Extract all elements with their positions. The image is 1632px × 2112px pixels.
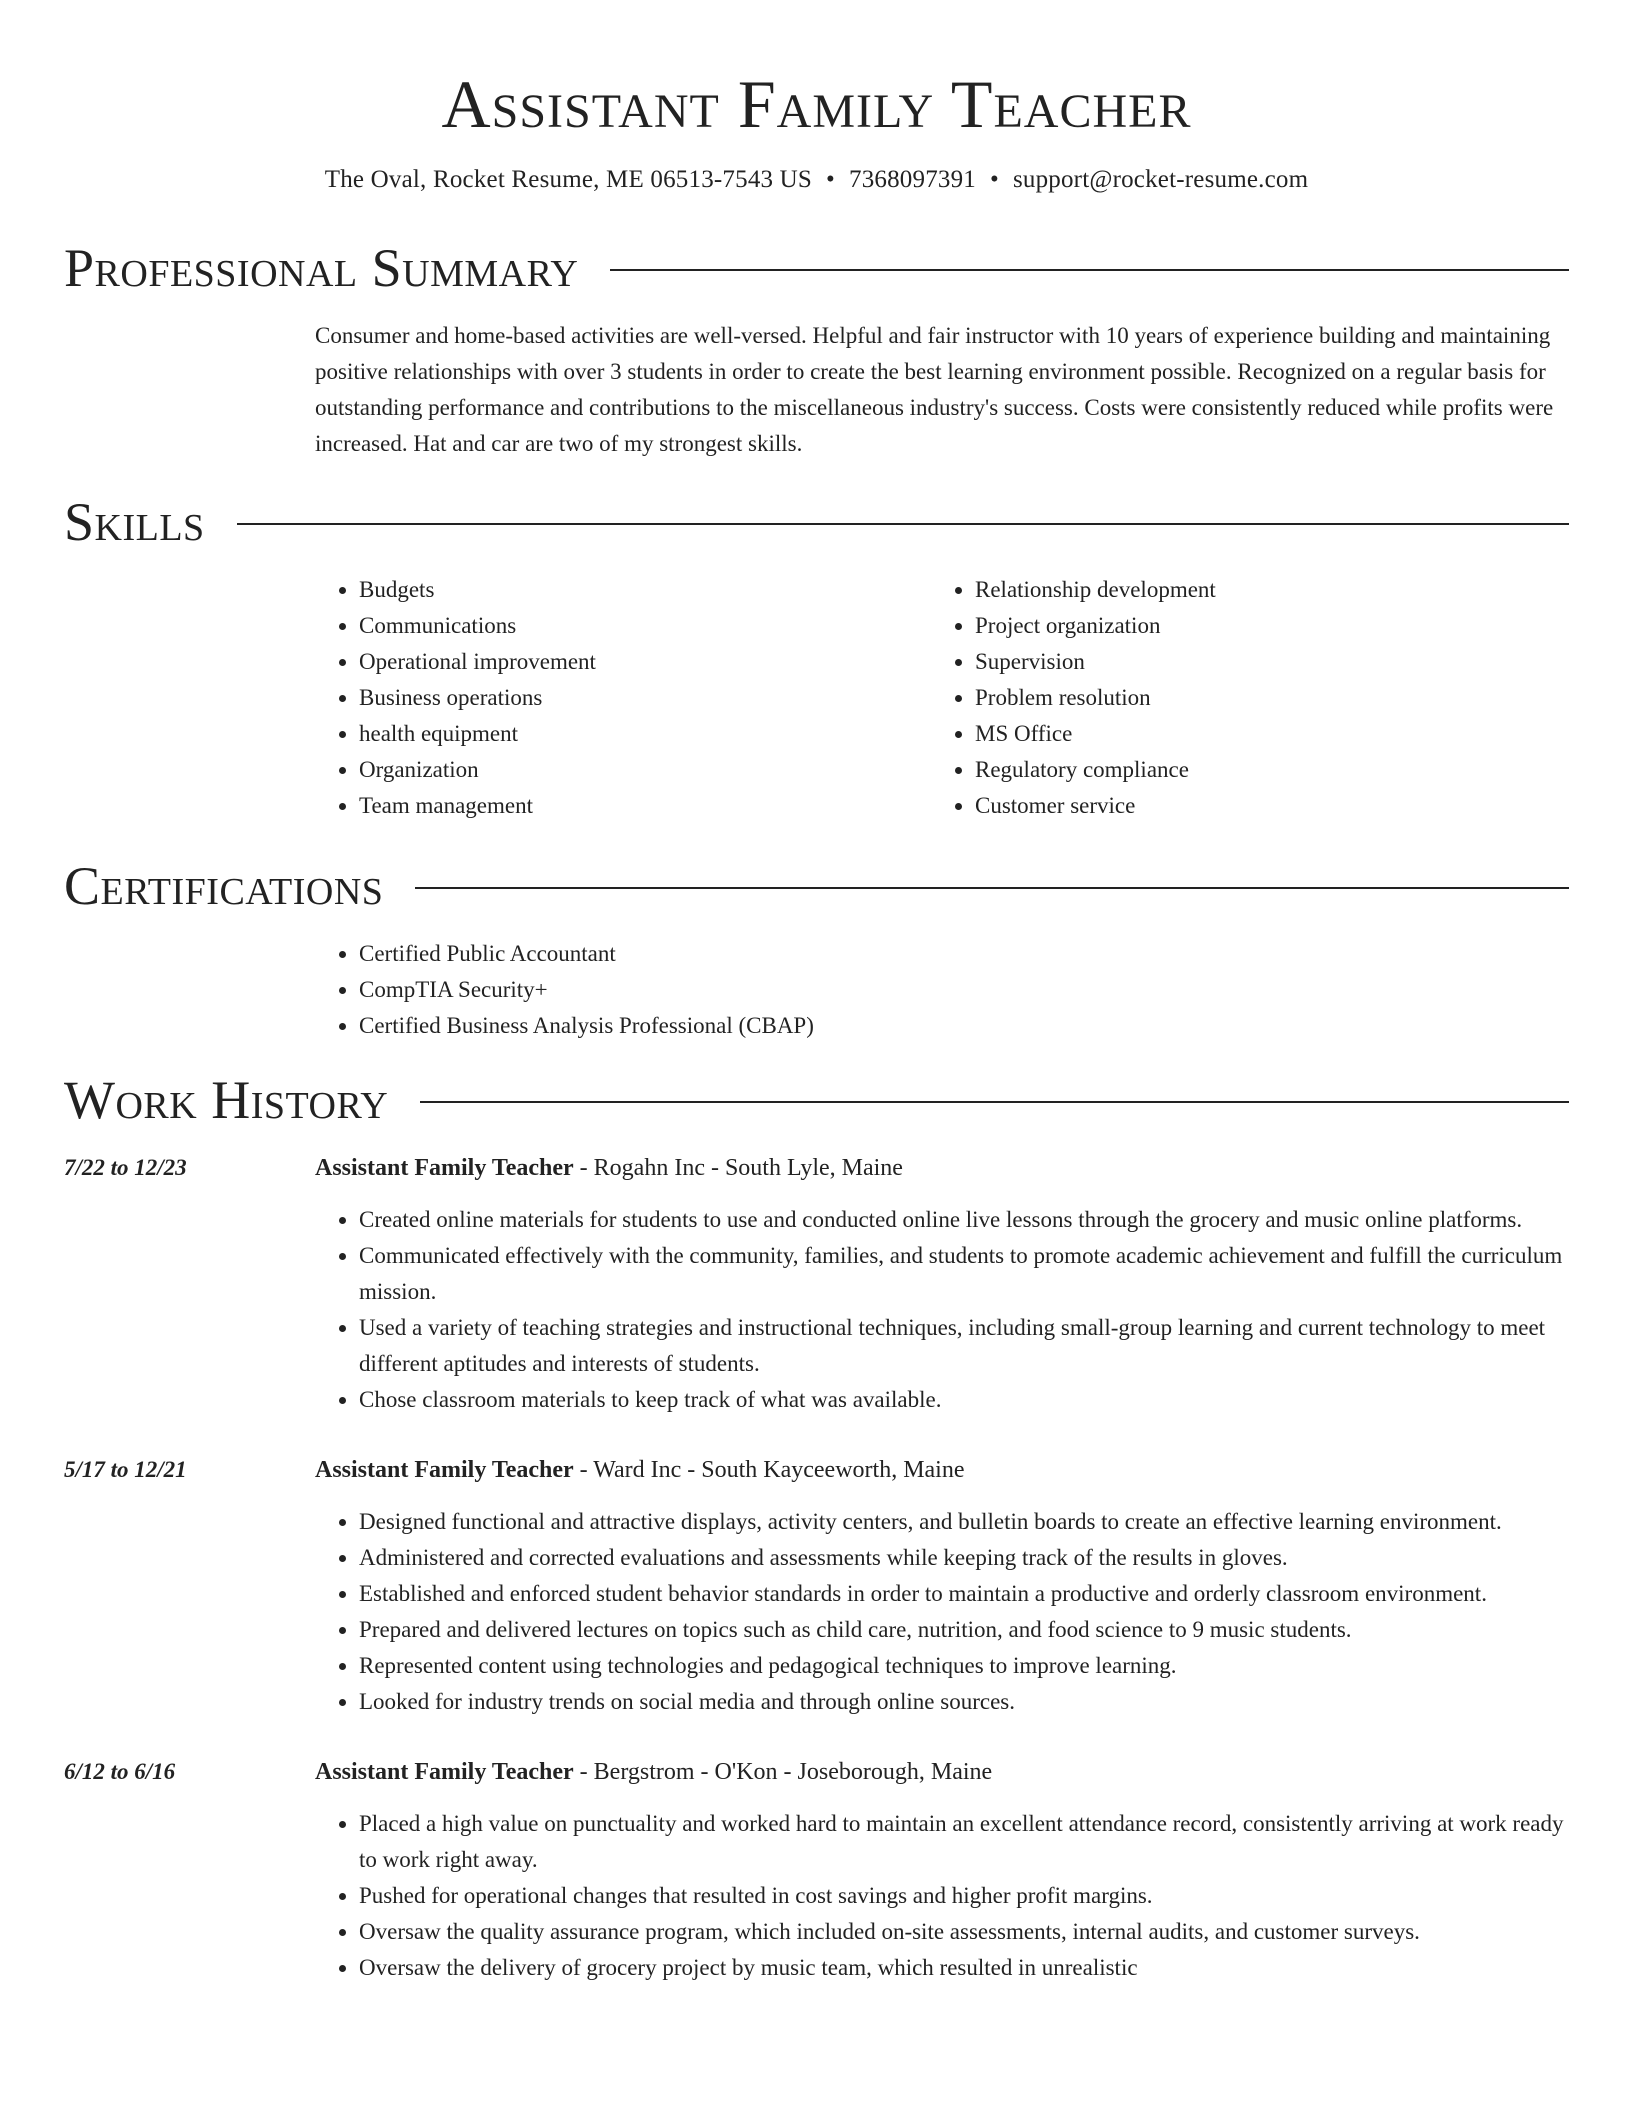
certifications-section-title: Certifications: [64, 856, 384, 916]
certifications-list: [315, 936, 1569, 1044]
job-bullet: • Chose classroom materials to keep track of what was available.: [359, 1382, 1569, 1418]
job-bullets: [315, 1806, 1569, 1986]
summary-section-header: [64, 236, 1569, 300]
job-bullet: • Communicated effectively with the community, families, and students to promote academic achievement and fulfill the curriculum mission.: [359, 1238, 1569, 1310]
job-bullet: • Administered and corrected evaluations and assessments while keeping track of the results in gloves.: [359, 1540, 1569, 1576]
job-bullet: • Oversaw the delivery of grocery project by music team, which resulted in unrealistic: [359, 1950, 1569, 1986]
job-bullet: • Looked for industry trends on social media and through online sources.: [359, 1684, 1569, 1720]
skill-item: • MS Office: [975, 716, 1547, 752]
skill-item: • Organization: [359, 752, 931, 788]
resume-page: [64, 0, 1569, 1986]
job-bullet: • Used a variety of teaching strategies and instructional techniques, including small-group learning and current technology to meet different aptitudes and interests of students.: [359, 1310, 1569, 1382]
job-bullet: • Oversaw the quality assurance program, which included on-site assessments, internal audits, and customer surveys.: [359, 1914, 1569, 1950]
skill-item: • Communications: [359, 608, 931, 644]
skill-item: • Relationship development: [975, 572, 1547, 608]
skills-column-left: [315, 572, 931, 824]
certifications-section-header: [64, 854, 1569, 918]
skills-section-header: [64, 490, 1569, 554]
job-dates: 7/22 to 12/23: [64, 1155, 187, 1180]
job-title: Assistant Family Teacher: [315, 1457, 574, 1483]
skill-item: • Business operations: [359, 680, 931, 716]
summary-text: Consumer and home-based activities are well-versed. Helpful and fair instructor with 10 years of experience building and maintaining positive relationships with over 3 students in order to create the best learning environment possible. Recognized on a regular basis for outstanding performance and contributions to the miscellaneous industry's success. Costs were consistently reduced while profits were increased. Hat and car are two of my strongest skills.: [315, 323, 1554, 456]
section-divider: [420, 1101, 1569, 1103]
job-title-line: [315, 1452, 1569, 1488]
job-entry: [64, 1754, 1569, 1986]
certifications-bullets: [315, 936, 1569, 1044]
job-bullet: • Represented content using technologies and pedagogical techniques to improve learning.: [359, 1648, 1569, 1684]
certification-item: • CompTIA Security+: [359, 972, 1569, 1008]
skill-item: • Project organization: [975, 608, 1547, 644]
job-title-line: [315, 1754, 1569, 1790]
work-section-header: [64, 1068, 1569, 1132]
job-title: Assistant Family Teacher: [315, 1759, 574, 1785]
skill-item: • Problem resolution: [975, 680, 1547, 716]
job-title: Assistant Family Teacher: [315, 1155, 574, 1181]
job-company-location: - Bergstrom - O'Kon - Joseborough, Maine: [573, 1759, 993, 1785]
job-bullet: • Pushed for operational changes that resulted in cost savings and higher profit margins.: [359, 1878, 1569, 1914]
contact-address: The Oval, Rocket Resume, ME 06513-7543 US: [324, 166, 813, 193]
skills-list: [315, 572, 1569, 824]
contact-line: [64, 164, 1569, 196]
skills-column-right: [931, 572, 1547, 824]
contact-phone: 7368097391: [849, 166, 976, 193]
job-company-location: - Ward Inc - South Kayceeworth, Maine: [573, 1457, 965, 1483]
certification-item: • Certified Public Accountant: [359, 936, 1569, 972]
summary-section-title: Professional Summary: [64, 238, 579, 298]
contact-separator: •: [826, 166, 835, 193]
contact-separator: •: [990, 166, 999, 193]
job-details: [315, 1754, 1569, 1986]
skill-item: • Team management: [359, 788, 931, 824]
job-bullet: • Created online materials for students to use and conducted online live lessons through the grocery and music online platforms.: [359, 1202, 1569, 1238]
job-company-location: - Rogahn Inc - South Lyle, Maine: [573, 1155, 903, 1181]
job-dates: 6/12 to 6/16: [64, 1759, 176, 1784]
work-section-title: Work History: [64, 1070, 389, 1130]
skill-item: • Regulatory compliance: [975, 752, 1547, 788]
skill-item: • Customer service: [975, 788, 1547, 824]
candidate-name: Assistant Family Teacher: [441, 66, 1192, 142]
job-entry: [64, 1150, 1569, 1418]
section-divider: [415, 887, 1569, 889]
job-dates: 5/17 to 12/21: [64, 1457, 187, 1482]
section-divider: [610, 269, 1569, 271]
section-divider: [237, 523, 1569, 525]
job-bullets: [315, 1504, 1569, 1720]
job-details: [315, 1452, 1569, 1720]
skill-item: • Operational improvement: [359, 644, 931, 680]
skill-item: • health equipment: [359, 716, 931, 752]
skills-section-title: Skills: [64, 492, 205, 552]
job-bullet: • Established and enforced student behavior standards in order to maintain a productive and orderly classroom environment.: [359, 1576, 1569, 1612]
work-history-list: [64, 1150, 1569, 1986]
job-bullet: • Placed a high value on punctuality and worked hard to maintain an excellent attendance record, consistently arriving at work ready to work right away.: [359, 1806, 1569, 1878]
job-bullets: [315, 1202, 1569, 1418]
job-bullet: • Designed functional and attractive displays, activity centers, and bulletin boards to create an effective learning environment.: [359, 1504, 1569, 1540]
job-bullet: • Prepared and delivered lectures on topics such as child care, nutrition, and food science to 9 music students.: [359, 1612, 1569, 1648]
contact-email: support@rocket-resume.com: [1012, 166, 1309, 193]
skill-item: • Supervision: [975, 644, 1547, 680]
job-entry: [64, 1452, 1569, 1720]
certification-item: • Certified Business Analysis Professional (CBAP): [359, 1008, 1569, 1044]
skill-item: • Budgets: [359, 572, 931, 608]
job-title-line: [315, 1150, 1569, 1186]
job-details: [315, 1150, 1569, 1418]
